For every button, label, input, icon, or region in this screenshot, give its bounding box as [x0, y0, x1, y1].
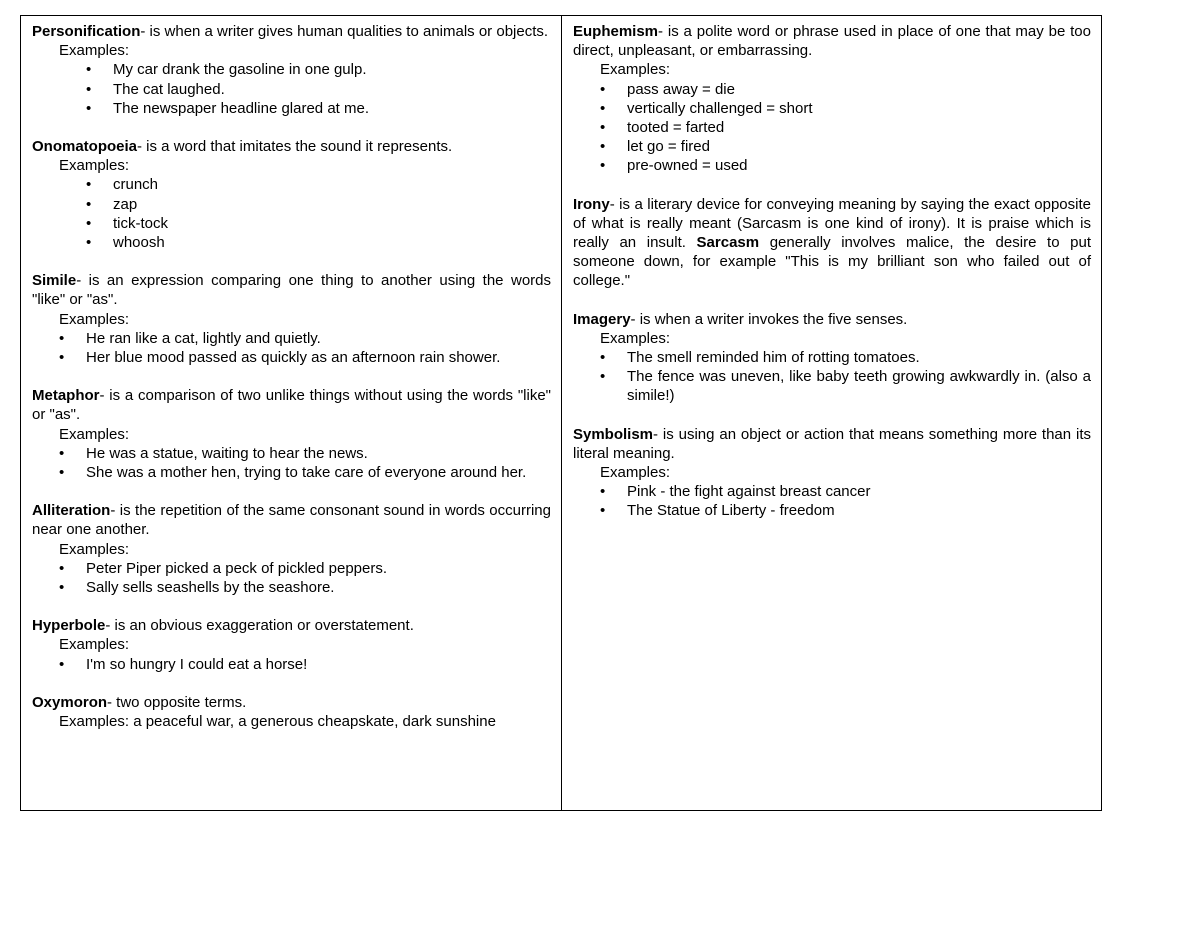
definition-text: - is a polite word or phrase used in place of one that may be too direct, unpleasant, or embarrassing. — [573, 23, 1091, 60]
example-item: • I'm so hungry I could eat a horse! — [32, 655, 551, 674]
term-name: Sarcasm — [696, 234, 760, 252]
example-item: • He was a statue, waiting to hear the news. — [32, 444, 551, 463]
examples-list — [573, 348, 1091, 406]
examples-label: Examples: a peaceful war, a generous cheapskate, dark sunshine — [59, 713, 496, 731]
right-column — [562, 16, 1101, 810]
definition-text: generally involves malice, the desire to put someone down, for example "This is my brilliant son who failed out of college." — [573, 234, 1091, 290]
term-definition — [32, 22, 551, 41]
definition-text: - two opposite terms. — [107, 693, 247, 711]
example-item: • tick-tock — [32, 214, 551, 233]
examples-list — [32, 559, 551, 597]
example-item: • The newspaper headline glared at me. — [32, 99, 551, 118]
example-item: • Pink - the fight against breast cancer — [573, 482, 1091, 501]
definition-text: - is when a writer gives human qualities to animals or objects. — [140, 23, 549, 40]
term-name: Oxymoron — [32, 693, 108, 711]
example-item: • tooted = farted — [573, 118, 1091, 137]
examples-label: Examples: — [59, 157, 130, 175]
example-item: • The smell reminded him of rotting tomatoes. — [573, 348, 1091, 367]
examples-label: Examples: — [600, 329, 671, 347]
example-item: • pre-owned = used — [573, 156, 1091, 175]
term-hyperbole — [32, 616, 551, 674]
example-item: • Her blue mood passed as quickly as an afternoon rain shower. — [32, 348, 551, 367]
term-definition — [573, 425, 1091, 463]
example-item: • Sally sells seashells by the seashore. — [32, 578, 551, 597]
examples-label: Examples: — [59, 425, 130, 443]
example-item: • Peter Piper picked a peck of pickled peppers. — [32, 559, 551, 578]
term-name: Hyperbole — [32, 617, 106, 635]
examples-label: Examples: — [59, 310, 130, 328]
term-definition — [32, 271, 551, 309]
term-simile — [32, 271, 551, 367]
example-item: • She was a mother hen, trying to take care of everyone around her. — [32, 463, 551, 482]
examples-list — [32, 655, 551, 674]
definition-text: - is when a writer invokes the five senses. — [630, 310, 908, 328]
examples-list — [573, 482, 1091, 520]
term-definition — [32, 501, 551, 539]
term-symbolism — [573, 425, 1091, 521]
example-item: • crunch — [32, 175, 551, 194]
term-name: Simile — [32, 272, 77, 290]
example-item: • whoosh — [32, 233, 551, 252]
term-name: Personification — [32, 23, 141, 40]
example-item: • zap — [32, 195, 551, 214]
term-definition — [573, 310, 1091, 329]
term-definition — [573, 22, 1091, 60]
literary-devices-table — [20, 15, 1102, 811]
term-irony — [573, 195, 1091, 291]
term-imagery — [573, 310, 1091, 406]
definition-text: - is using an object or action that means something more than its literal meaning. — [573, 425, 1091, 462]
example-item: • My car drank the gasoline in one gulp. — [32, 60, 551, 79]
examples-label: Examples: — [59, 42, 130, 60]
examples-label: Examples: — [600, 464, 671, 482]
term-name: Symbolism — [573, 425, 654, 443]
term-definition — [32, 616, 551, 635]
term-onomatopoeia — [32, 137, 551, 252]
example-item: • pass away = die — [573, 80, 1091, 99]
examples-list — [32, 175, 551, 252]
term-alliteration — [32, 501, 551, 597]
term-name: Alliteration — [32, 502, 111, 520]
example-item: • The fence was uneven, like baby teeth growing awkwardly in. (also a simile!) — [573, 367, 1091, 405]
definition-text: - is an obvious exaggeration or overstatement. — [105, 617, 414, 635]
examples-list — [32, 444, 551, 482]
term-name: Onomatopoeia — [32, 138, 138, 156]
example-item: • let go = fired — [573, 137, 1091, 156]
term-euphemism — [573, 22, 1091, 176]
term-definition — [573, 195, 1091, 291]
term-definition — [32, 137, 551, 156]
example-item: • vertically challenged = short — [573, 99, 1091, 118]
term-definition — [32, 386, 551, 424]
term-oxymoron — [32, 693, 551, 731]
term-name: Irony — [573, 195, 610, 213]
term-name: Imagery — [573, 310, 631, 328]
examples-label: Examples: — [59, 540, 130, 558]
term-personification — [32, 22, 551, 118]
definition-text: - is an expression comparing one thing to another using the words "like" or "as". — [32, 272, 551, 309]
term-definition — [32, 693, 551, 712]
example-item: • He ran like a cat, lightly and quietly. — [32, 329, 551, 348]
examples-label: Examples: — [59, 636, 130, 654]
example-item: • The cat laughed. — [32, 80, 551, 99]
examples-list — [32, 60, 551, 118]
term-metaphor — [32, 386, 551, 482]
examples-list — [573, 80, 1091, 176]
term-name: Metaphor — [32, 387, 100, 405]
definition-text: - is a literary device for conveying meaning by saying the exact opposite of what is really meant (Sarcasm is one kind of irony). It is praise which is really an insult. — [573, 195, 1091, 252]
examples-label: Examples: — [600, 61, 671, 79]
left-column — [21, 16, 562, 810]
example-item: • The Statue of Liberty - freedom — [573, 501, 1091, 520]
definition-text: - is a word that imitates the sound it represents. — [137, 138, 453, 156]
term-name: Euphemism — [573, 23, 659, 40]
examples-list — [32, 329, 551, 367]
definition-text: - is the repetition of the same consonant sound in words occurring near one another. — [32, 502, 551, 539]
definition-text: - is a comparison of two unlike things without using the words "like" or "as". — [32, 387, 551, 424]
